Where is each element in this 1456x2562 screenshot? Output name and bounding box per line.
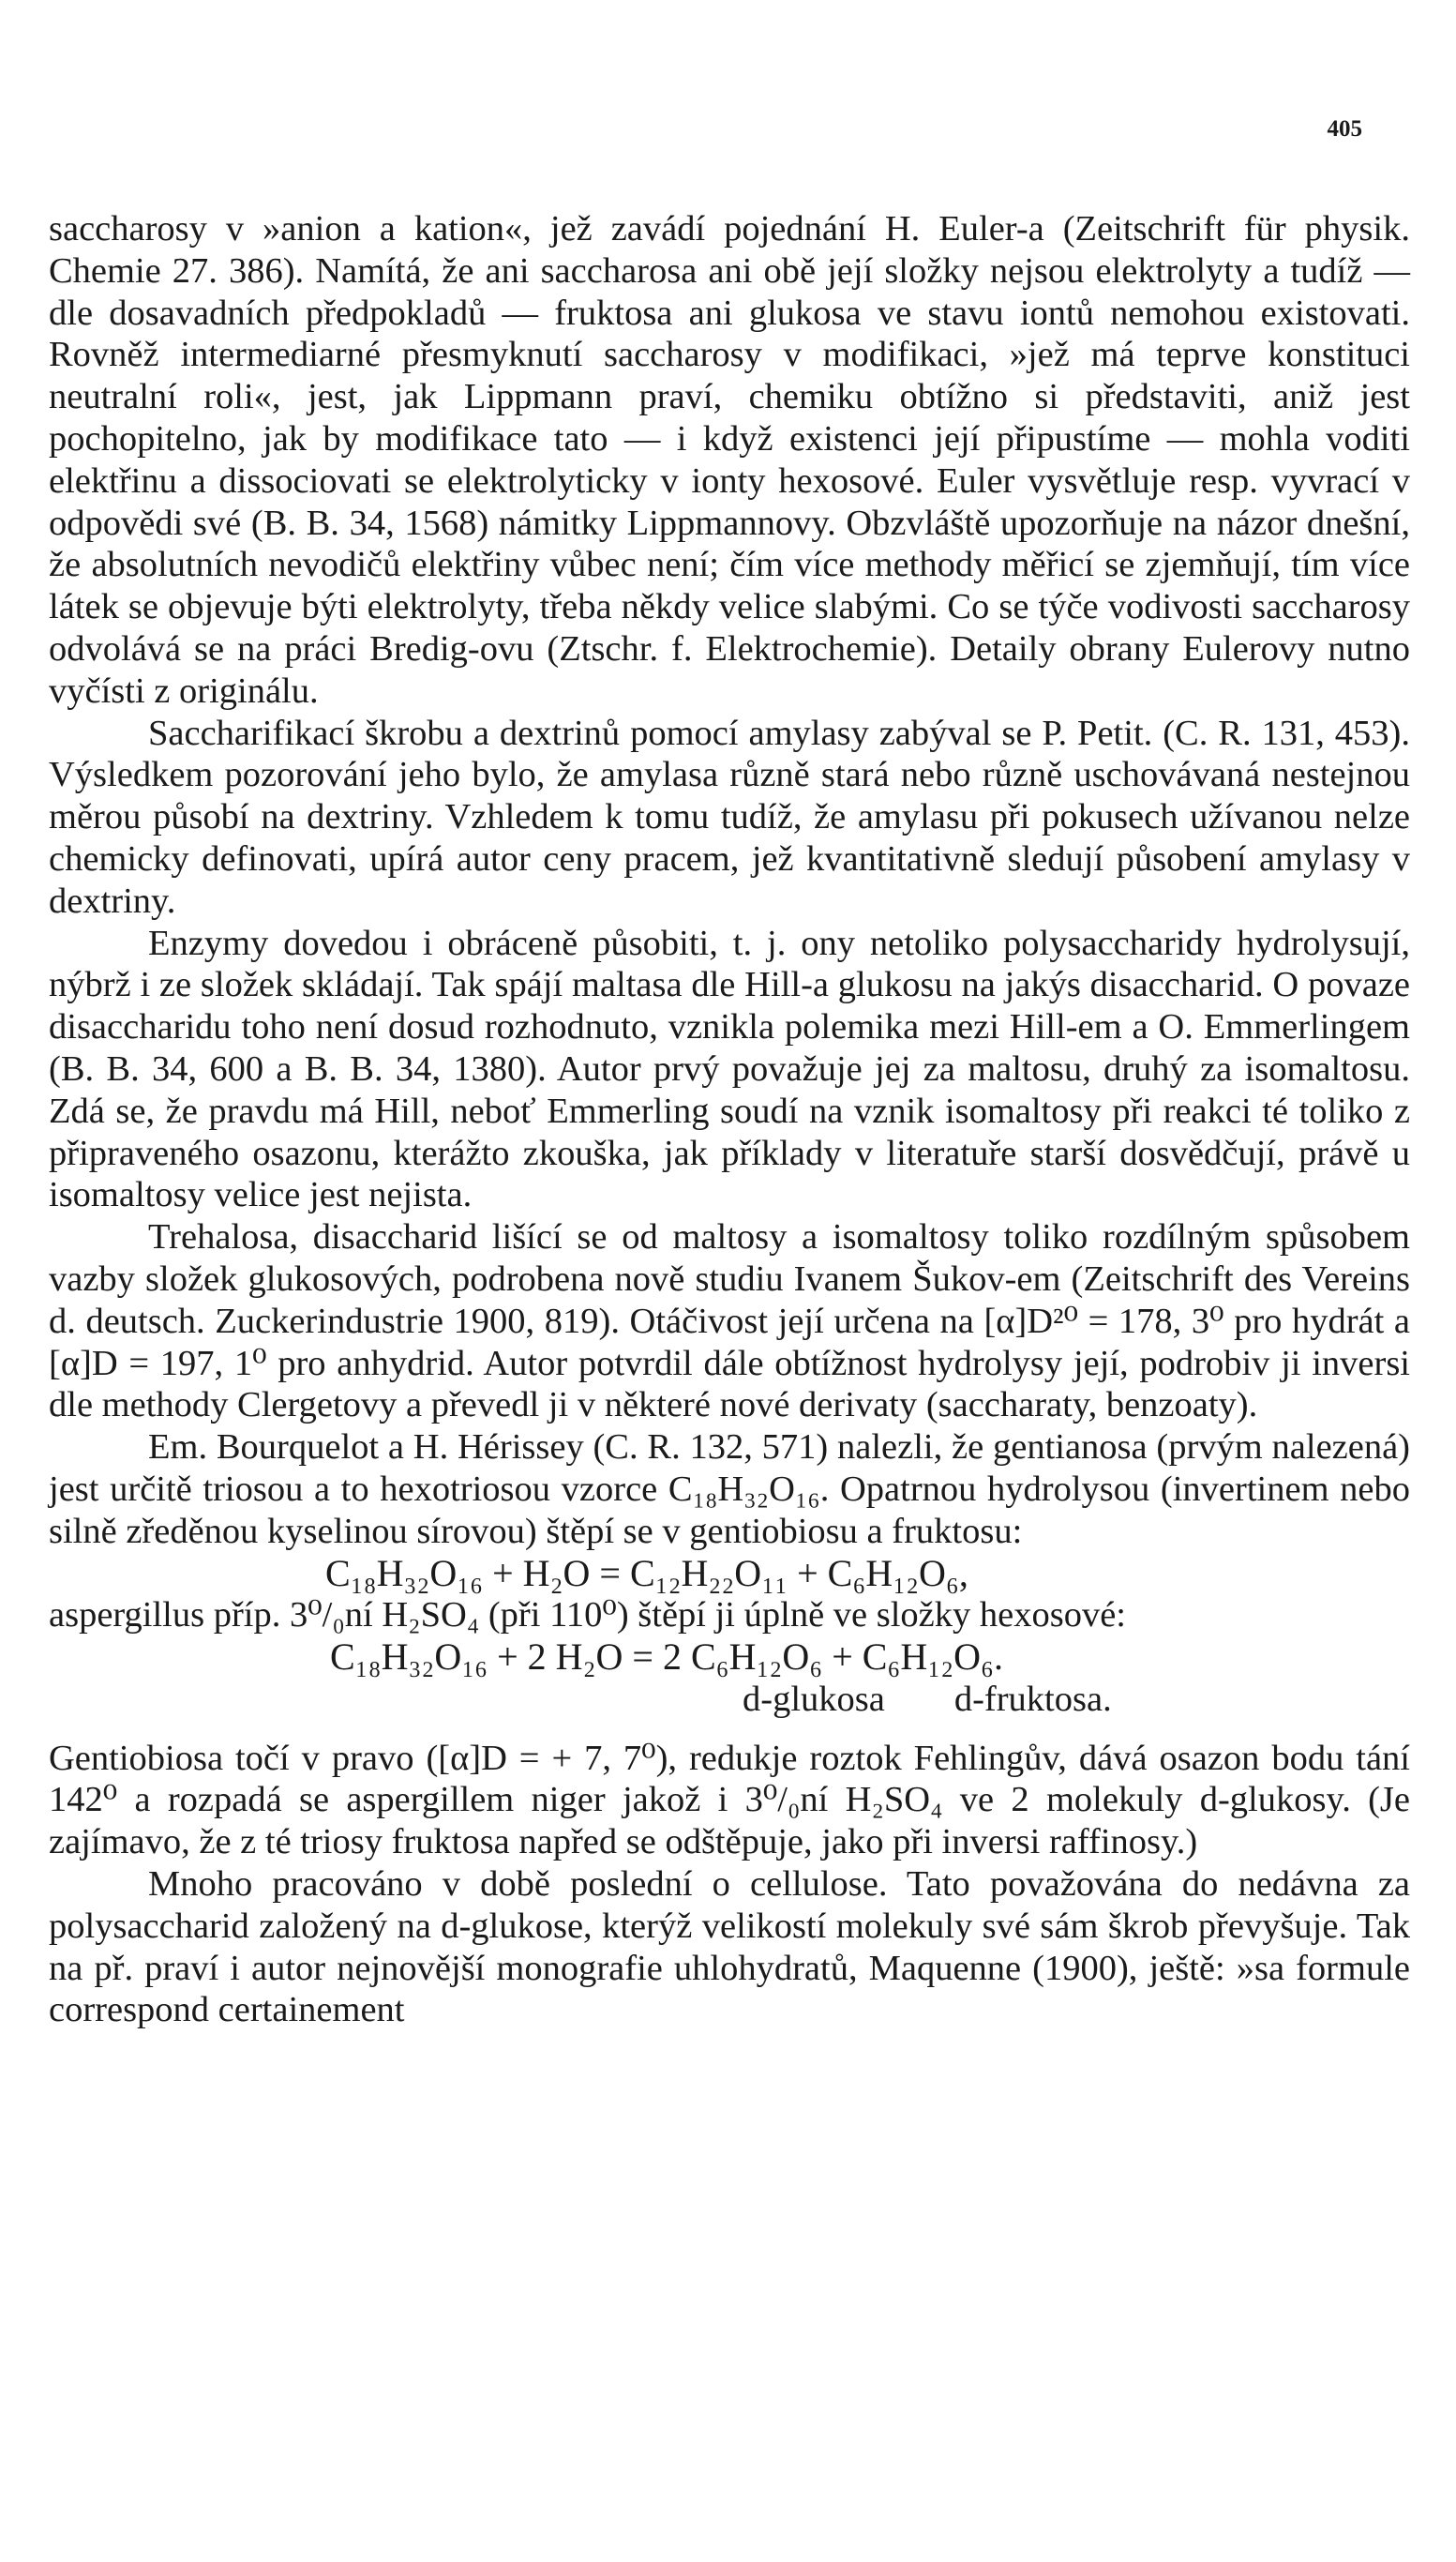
paragraph-5: Em. Bourquelot a H. Hérissey (C. R. 132, 571) nalezli, že gentianosa (prvým nalezená) jest určitě triosou a to hexotriosou vzorce C₁₈H₃₂O₁₆. Opatrnou hydrolysou (invertinem nebo silně zředěnou kyselinou sírovou) štěpí se v gentiobiosu a fruktosu: <box>49 1427 1410 1551</box>
label-d-glukosa: d-glukosa <box>743 1679 885 1719</box>
paragraph-8: Mnoho pracováno v době poslední o cellulose. Tato považována do nedávna za polysaccharid založený na d-glukose, kterýž velikostí molekuly své sám škrob převyšuje. Tak na př. praví i autor nejnovější monografie uhlohydratů, Maquenne (1900), ještě: »sa formule correspond certainement <box>49 1864 1410 2030</box>
equation-product-labels <box>49 1679 1410 1721</box>
paragraph-1: saccharosy v »anion a kation«, jež zavádí pojednání H. Euler-a (Zeitschrift für physik. Chemie 27. 386). Namítá, že ani saccharosa ani obě její složky nejsou elektrolyty a tudíž — dle dosavadních předpokladů — fruktosa ani glukosa ve stavu iontů nemohou existovati. Rovněž intermediarné přesmyknutí saccharosy v modifikaci, »jež má teprve konstituci neutralní roli«, jest, jak Lippmann praví, chemiku obtížno si představiti, aniž jest pochopitelno, jak by modifikace tato — i když existenci její připustíme — mohla voditi elektřinu a dissociovati se elektrolyticky v ionty hexosové. Euler vysvětluje resp. vyvrací v odpovědi své (B. B. 34, 1568) námitky Lippmannovy. Obzvláště upozorňuje na názor dnešní, že absolutních nevodičů elektřiny vůbec není; čím více methody měřicí se zjemňují, tím více látek se objevuje býti elektrolyty, třeba někdy velice slabými. Co se týče vodivosti saccharosy odvolává se na práci Bredig-ovu (Ztschr. f. Elektrochemie). Detaily obrany Eulerovy nutno vyčísti z originálu. <box>49 209 1410 711</box>
paragraph-3: Enzymy dovedou i obráceně působiti, t. j. ony netoliko polysaccharidy hydrolysují, nýbrž i ze složek skládají. Tak spájí maltasa dle Hill-a glukosu na jakýs disaccharid. O povaze disaccharidu toho není dosud rozhodnuto, vznikla polemika mezi Hill-em a O. Emmerlingem (B. B. 34, 600 a B. B. 34, 1380). Autor prvý považuje jej za maltosu, druhý za isomaltosu. Zdá se, že pravdu má Hill, neboť Emmerling soudí na vznik isomaltosy při reakci té toliko z připraveného osazonu, kterážto zkouška, jak příklady v literatuře starší dosvědčují, právě u isomaltosy velice jest nejista. <box>49 923 1410 1215</box>
equation-lead-text: aspergillus příp. 3⁰/₀ní H₂SO₄ (při 110⁰) štěpí ji úplně ve složky hexosové: <box>49 1595 1127 1635</box>
paragraph-7: Gentiobiosa točí v pravo ([α]D = + 7, 7⁰), redukje roztok Fehlingův, dává osazon bodu tání 142⁰ a rozpadá se aspergillem niger jakož i 3⁰/₀ní H₂SO₄ ve 2 molekuly d-glukosy. (Je zajímavo, že z té triosy fruktosa napřed se odštěpuje, jako při inversi raffinosy.) <box>49 1738 1410 1862</box>
body-text <box>49 208 1410 2031</box>
page-number: 405 <box>1327 116 1362 142</box>
equation-hydrolysis: C₁₈H₃₂O₁₆ + H₂O = C₁₂H₂₂O₁₁ + C₆H₁₂O₆, <box>325 1551 968 1594</box>
paragraph-2: Saccharifikací škrobu a dextrinů pomocí amylasy zabýval se P. Petit. (C. R. 131, 453). Výsledkem pozorování jeho bylo, že amylasa různě stará nebo různě uschovávaná nestejnou měrou působí na dextriny. Vzhledem k tomu tudíž, že amylasu při pokusech užívanou nelze chemicky definovati, upírá autor ceny pracem, jež kvantitativně sledují působení amylasy v dextriny. <box>49 713 1410 921</box>
paragraph-4: Trehalosa, disaccharid lišící se od maltosy a isomaltosy toliko rozdílným spůsobem vazby složek glukosových, podrobena nově studiu Ivanem Šukov-em (Zeitschrift des Vereins d. deutsch. Zuckerindustrie 1900, 819). Otáčivost její určena na [α]D²⁰ = 178, 3⁰ pro hydrát a [α]D = 197, 1⁰ pro anhydrid. Autor potvrdil dále obtížnost hydrolysy její, podrobiv ji inversi dle methody Clergetovy a převedl ji v některé nové derivaty (saccharaty, benzoaty). <box>49 1217 1410 1425</box>
equation-full-hydrolysis: C₁₈H₃₂O₁₆ + 2 H₂O = 2 C₆H₁₂O₆ + C₆H₁₂O₆. <box>330 1635 1003 1679</box>
label-d-fruktosa: d-fruktosa. <box>953 1679 1112 1719</box>
